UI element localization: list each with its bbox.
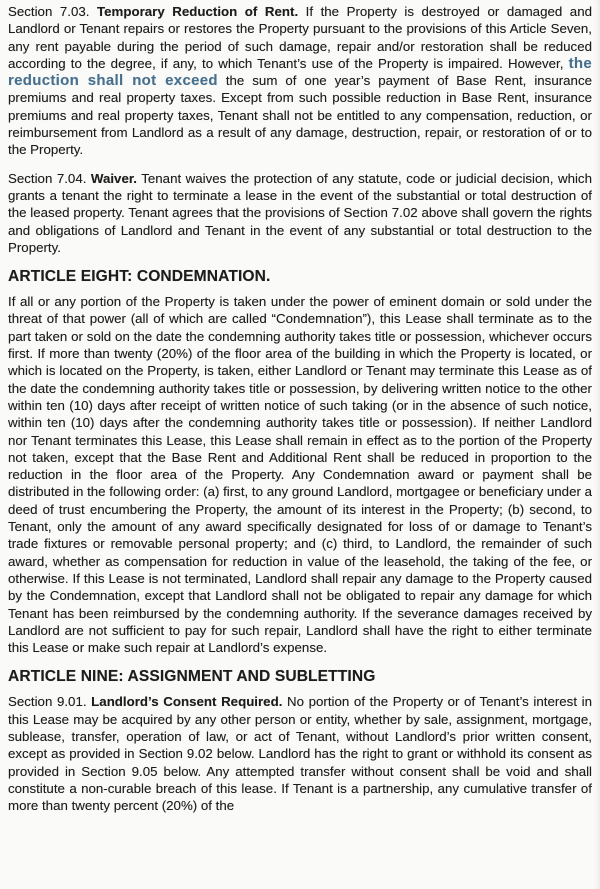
section-7-03-paragraph [8, 3, 592, 159]
article-eight-body: If all or any portion of the Property is taken under the power of eminent domain or sold under the threat of that power (all of which are called “Condemnation”), this Lease shall terminate as to the part taken or sold on the date the condemning authority takes title or possession, whichever occurs first. If more than twenty (20%) of the floor area of the building in which the Property is located, or which is located on the Property, is taken, either Landlord or Tenant may terminate this Lease as of the date the condemning authority takes title or possession, by delivering written notice to the other within ten (10) days after receipt of written notice of such taking (or in the absence of such notice, within ten (10) days after the condemning authority takes title or possession). If neither Landlord nor Tenant terminates this Lease, this Lease shall remain in effect as to the portion of the Property not taken, except that the Base Rent and Additional Rent shall be reduced in proportion to the reduction in the floor area of the Property. Any Condemnation award or payment shall be distributed in the following order: (a) first, to any ground Landlord, mortgagee or beneficiary under a deed of trust encumbering the Property, the amount of its interest in the Property; (b) second, to Tenant, only the amount of any award specifically designated for loss of or damage to Tenant’s trade fixtures or removable personal property; and (c) third, to Landlord, the remainder of such award, whether as compensation for reduction in value of the leasehold, the taking of the fee, or otherwise. If this Lease is not terminated, Landlord shall repair any damage to the Property caused by the Condemnation, except that Landlord shall not be obligated to repair any damage for which Tenant has been reimbursed by the condemning authority. If the severance damages received by Landlord are not sufficient to pay for such repair, Landlord shall have the right to either terminate this Lease or make such repair at Landlord’s expense. [8, 294, 592, 656]
section-7-03-body-before-highlight: If the Property is destroyed or damaged and Landlord or Tenant repairs or restores the Property pursuant to the provisions of this Article Seven, any rent payable during the period of such damage, repair and/or restoration shall be reduced according to the degree, if any, to which Tenant’s use of the Property is impaired. However, [8, 4, 592, 71]
section-7-03-title: Temporary Reduction of Rent. [97, 4, 299, 19]
section-9-01-paragraph [8, 693, 592, 814]
section-9-01-title: Landlord’s Consent Required. [91, 694, 283, 710]
article-nine-heading: ARTICLE NINE: ASSIGNMENT AND SUBLETTING [8, 668, 376, 686]
section-7-04-paragraph [8, 170, 592, 256]
article-eight-heading: ARTICLE EIGHT: CONDEMNATION. [8, 268, 271, 286]
section-7-03-body-after-highlight: the sum of one year’s payment of Base Rent, insurance premiums and real property taxes. Except from such possible reduction in Base Rent, insurance premiums and real property taxes, Tenant shall not be entitled to any compensation, reduction, or reimbursement from Landlord as a result of any damage, destruction, repair, or restoration of or to the Property. [8, 73, 592, 158]
section-7-04-label: Section 7.04. [8, 170, 91, 186]
section-9-01-label: Section 9.01. [8, 694, 92, 710]
section-7-04-title: Waiver. [90, 170, 137, 186]
section-9-01-clipped-partial-line: twenty percent (20%) of the [67, 798, 235, 814]
article-eight-condemnation-paragraph [8, 293, 592, 656]
section-7-04-body: Tenant waives the protection of any statute, code or judicial decision, which grants a tenant the right to terminate a lease in the event of the substantial or total destruction of the leased property. Tenant agrees that the provisions of Section 7.02 above shall govern the rights and obligations of Landlord and Tenant in the event of any substantial or total destruction to the Property. [8, 170, 592, 255]
highlighted-phrase-reduction-limit: the reduction shall not exceed [8, 54, 592, 90]
section-9-01-body: No portion of the Property or of Tenant’s interest in this Lease may be acquired by any other person or entity, whether by sale, assignment, mortgage, sublease, transfer, operation of law, or act of Tenant, without Landlord’s prior written consent, except as provided in Section 9.02 below. Landlord has the right to grant or withhold its consent as provided in Section 9.05 below. Any attempted transfer without consent shall be void and shall constitute a non-curable breach of this lease. If Tenant is a partnership, any cumulative transfer of more than [8, 694, 592, 814]
section-7-03-label: Section 7.03. [8, 4, 97, 19]
